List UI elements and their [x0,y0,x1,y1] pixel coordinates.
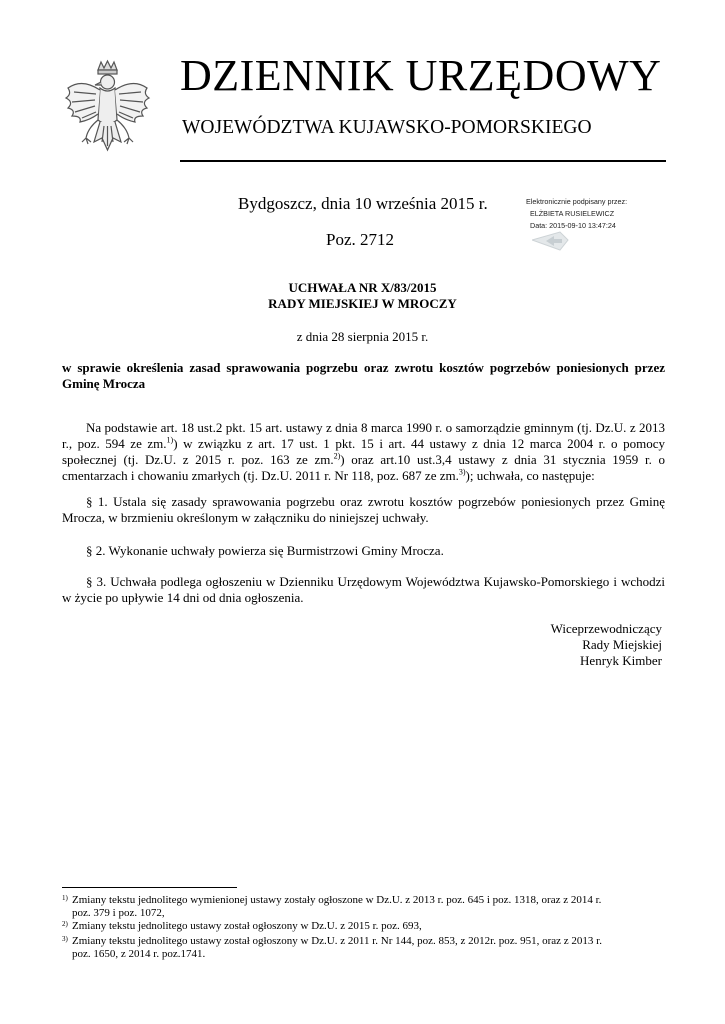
footnote-mark: 3) [62,935,68,943]
signer-body: Rady Miejskiej [582,637,662,652]
section-2: § 2. Wykonanie uchwały powierza się Burmistrzowi Gminy Mrocza. [86,543,444,558]
footnote-ref-2: 2) [333,451,341,461]
preamble-part-2: ) w związku z art. 17 ust. 1 pkt. 15 i art. 44 ustawy z dnia 12 marca 2004 r. o pomocy społecznej (tj. Dz.U. z 2015 r. poz. 163 ze zm. [62,436,665,467]
signature-signer: ELŻBIETA RUSIELEWICZ [530,209,615,218]
position-number: Poz. 2712 [326,230,394,249]
section-3: § 3. Uchwała podlega ogłoszeniu w Dzienniku Urzędowym Województwa Kujawsko-Pomorskiego i wchodzi w życie po upływie 14 dni od dnia ogłoszenia. [62,574,665,605]
footnote-divider [62,887,237,888]
footnote-1 [62,894,667,920]
section-1: § 1. Ustala się zasady sprawowania pogrzebu oraz zwrotu kosztów pogrzebów poniesionych przez Gminę Mrocza, w brzmieniu określonym w załączniku do niniejszej uchwały. [62,494,665,525]
journal-title: DZIENNIK URZĘDOWY [180,51,662,100]
footnote-text: Zmiany tekstu jednolitego ustawy został ogłoszony w Dz.U. z 2015 r. poz. 693, [72,920,422,932]
resolution-title-2: RADY MIEJSKIEJ W MROCZY [268,296,457,311]
footnote-ref-1: 1) [166,435,174,445]
signature-line-1: Elektronicznie podpisany przez: [526,197,628,206]
footnote-ref-3: 3) [458,467,466,477]
footnote-mark: 2) [62,920,68,928]
footnote-text: Zmiany tekstu jednolitego ustawy został ogłoszony w Dz.U. z 2011 r. Nr 144, poz. 853, z 2012r. poz. 951, oraz z 2013 r. [72,935,602,947]
preamble-part-4: ); uchwała, co następuje: [465,468,595,483]
footnote-text: Zmiany tekstu jednolitego wymienionej ustawy zostały ogłoszone w Dz.U. z 2013 r. poz. 645 i poz. 1318, oraz z 2014 r. [72,894,602,906]
footnote-text-cont: poz. 1650, z 2014 r. poz.1741. [72,948,206,960]
preamble-part-3: ) oraz art.10 ust.3,4 ustawy z dnia 31 stycznia 1959 r. o cmentarzach i chowaniu zmarłych (tj. Dz.U. 2011 r. Nr 118, poz. 687 ze zm. [62,452,665,483]
header-divider [180,160,666,162]
polish-eagle-emblem-icon [60,58,155,168]
footnote-3 [62,935,667,961]
preamble-paragraph [62,420,665,484]
resolution-subject: w sprawie określenia zasad sprawowania pogrzebu oraz zwrotu kosztów pogrzebów poniesionych przez Gminę Mrocza [62,360,665,391]
footnote-text-cont: poz. 379 i poz. 1072, [72,907,165,919]
preamble-part-1: Na podstawie art. 18 ust.2 pkt. 15 art. ustawy z dnia 8 marca 1990 r. o samorządzie gminnym (tj. Dz.U. z 2013 r., poz. 594 ze zm. [62,420,665,451]
resolution-title-1: UCHWAŁA NR X/83/2015 [288,280,437,295]
signature-check-icon [532,230,592,252]
footnote-mark: 1) [62,894,68,902]
journal-subtitle: WOJEWÓDZTWA KUJAWSKO-POMORSKIEGO [182,117,592,138]
electronic-signature-stamp [526,196,646,260]
signature-date: Data: 2015-09-10 13:47:24 [530,221,616,230]
signer-name: Henryk Kimber [580,653,662,668]
footnote-2 [62,920,667,933]
resolution-date: z dnia 28 sierpnia 2015 r. [296,329,429,344]
place-date: Bydgoszcz, dnia 10 września 2015 r. [238,194,488,213]
signer-role: Wiceprzewodniczący [550,621,662,636]
